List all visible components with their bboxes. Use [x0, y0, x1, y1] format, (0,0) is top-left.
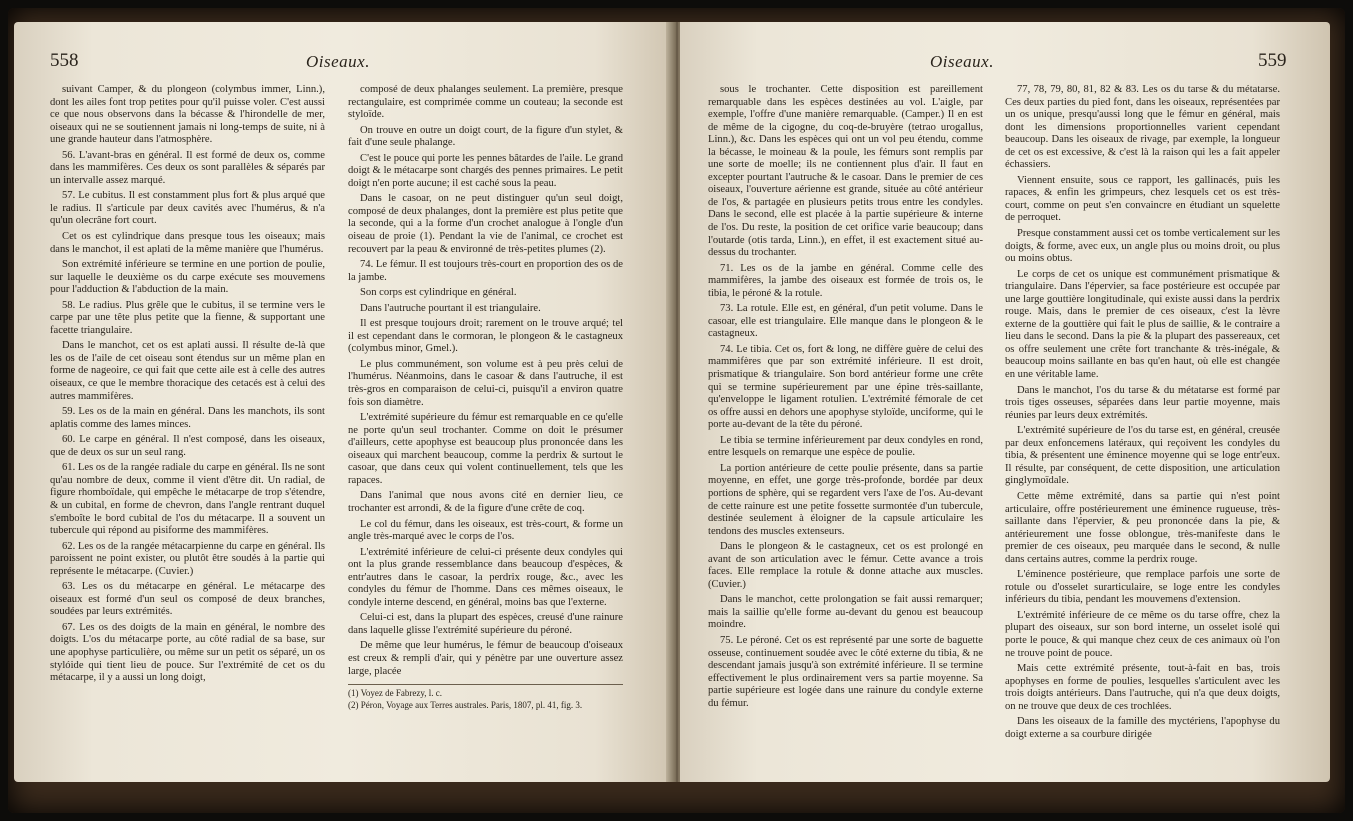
right-page — [680, 22, 1330, 782]
paragraph: Cette même extrémité, dans sa partie qui n'est point articulaire, offre postérieurement une éminence rugueuse, très-saillante dans l'épervier, & peu prononcée dans la pie, & antérieurement une fosse oblongue, très-manifeste dans le premier de ces oiseaux, peu marquée dans le second, & nulle dans certains autres, comme la perdrix rouge. — [1005, 490, 1280, 565]
paragraph: 60. Le carpe en général. Il n'est composé, dans les oiseaux, que de deux os sur un seul rang. — [50, 434, 325, 458]
paragraph: Presque constamment aussi cet os tombe verticalement sur les doigts, & forme, avec eux, un angle plus ou moins droit, ou plus ou moins obtus. — [1005, 228, 1281, 265]
paragraph: On trouve en outre un doigt court, de la figure d'un stylet, & fait d'une seule phalange. — [348, 124, 623, 149]
paragraph: 67. Les os des doigts de la main en général, le nombre des doigts. L'os du métacarpe porte, au côté radial de sa base, sur une apophyse particulière, ou même sur un petit os séparé, un os stylóide qui tient lieu de pouce. Sur l'extrémité de cet os du métacarpe, il y a aussi un long doigt, — [50, 621, 325, 684]
paragraph: Dans le manchot, cet os est aplati aussi. Il résulte de-là que les os de l'aile de cet oiseau sont étendus sur un même plan en forme de nageoire, ce qui fait que cette aile est à celle des autres oiseaux, ce que le membre thoracique des cetacés est à celui des autres mammifères. — [50, 340, 325, 402]
paragraph: Son corps est cylindrique en général. — [360, 287, 517, 299]
paragraph: Cet os est cylindrique dans presque tous les oiseaux; mais dans le manchot, il est aplati de la même manière que l'humérus. — [50, 231, 325, 255]
paragraph: 77, 78, 79, 80, 81, 82 & 83. Les os du tarse & du métatarse. Ces deux parties du pied font, dans les oiseaux, représentées par un os unique, presqu'aussi long que le fémur en général, mais dont les dimensions proportionnelles varient cependant beaucoup. Dans les oiseaux de rivage, par exemple, la longueur de cet os est excessive, & c'est là la raison qui les a fait appeler échassiers. — [1005, 84, 1280, 171]
paragraph: sous le trochanter. Cette disposition est pareillement remarquable dans les espèces destinées au vol. L'aigle, par exemple, l'offre d'une manière remarquable. (Camper.) Il en est de même de la cigogne, du coq-de-bruyère (tetrao urogallus, Linn.), &c. Dans les espèces qui ont un vol peu étendu, comme la bécasse, le moineau & la poule, les fémurs sont remplis par une sorte de moelle; ils ne contiennent plus d'air. Il faut en excepter pourtant l'autruche & le casoar. Dans le premier de ces oiseaux, l'ouverture aérienne est grande, située au côté antérieur de l'os, & partagée en plusieurs petits trous entre les condyles. Dans le second, elle est placée à la partie supérieure & interne de l'os. Du reste, la position de cet orifice varie beaucoup; dans l'outarde (otis tarda, Linn.), en effet, il est exactement situé au-dessus du trochanter. — [708, 84, 983, 259]
paragraph: Viennent ensuite, sous ce rapport, les gallinacés, puis les rapaces, & enfin les grimpeurs, chez lesquels cet os est très-court, comme on peut s'en convaincre en étudiant un squelette de perroquet. — [1005, 174, 1280, 224]
paragraph: 57. Le cubitus. Il est constamment plus fort & plus arqué que le radius. Il s'articule par deux cavités avec l'humérus, & n'a qu'un olecrâne fort court. — [50, 190, 325, 227]
left-column-1 — [50, 84, 325, 688]
paragraph: Dans l'animal que nous avons cité en dernier lieu, ce trochanter est arrondi, & de la figure d'une crête de coq. — [348, 490, 623, 514]
footnotes — [348, 684, 623, 711]
paragraph: La portion antérieure de cette poulie présente, dans sa partie moyenne, en effet, une gorge très-profonde, bordée par deux portions de sphère, qui se regardent vers l'axe de l'os. Au-devant de cette rainure est une petite fossette surmontée d'un tubercule, destinée seulement à éloigner de la capsule articulaire les tendons des muscles extenseurs. — [708, 462, 983, 537]
paragraph: Son extrémité inférieure se termine en une portion de poulie, sur laquelle le deuxième os du carpe exécute ses mouvemens pour l'adduction & l'abduction de la main. — [50, 259, 325, 296]
paragraph: composé de deux phalanges seulement. La première, presque rectangulaire, est comprimée comme un couteau; la seconde est styloïde. — [348, 84, 623, 121]
paragraph: 56. L'avant-bras en général. Il est formé de deux os, comme dans les mammifères. Ces deux os sont parallèles & séparés par un intervalle assez marqué. — [50, 149, 325, 186]
left-column-2 — [348, 84, 623, 712]
paragraph: 61. Les os de la rangée radiale du carpe en général. Ils ne sont qu'au nombre de deux, comme il vient d'être dit. Un radial, de figure rhomboïdale, qui empêche le métacarpe de trop s'étendre, & un cubital, en forme de chevron, dans l'angle rentrant duquel s'emboîte le bord cubital de l'os du métacarpe. Il a souvent un tubercule qui répond au pisiforme des mammifères. — [50, 462, 325, 537]
paragraph: L'extrémité inférieure de ce même os du tarse offre, chez la plupart des oiseaux, sur son bord interne, un osselet isolé qui porte le pouce, & qui manque chez ceux de ces animaux où l'on ne trouve point de pouce. — [1005, 609, 1280, 659]
paragraph: L'extrémité supérieure de l'os du tarse est, en général, creusée par deux enfoncemens latéraux, qui reçoivent les condyles du tibia, & présentent une éminence moyenne qui se loge entr'eux. Il résulte, par conséquent, de cette disposition, une articulation ginglymoïdale. — [1005, 425, 1280, 487]
running-head-left: Oiseaux. — [306, 52, 370, 71]
paragraph: 71. Les os de la jambe en général. Comme celle des mammifères, la jambe des oiseaux est formée de trois os, le tibia, le péroné & la rotule. — [708, 262, 983, 299]
paragraph: Dans les oiseaux de la famille des myctériens, l'apophyse du doigt externe a sa courbure dirigée — [1005, 716, 1280, 740]
paragraph: L'extrémité supérieure du fémur est remarquable en ce qu'elle ne porte qu'un seul trochanter. Comme on doit le présumer d'ailleurs, cette apophyse est beaucoup plus prononcée dans les oiseaux qui marchent beaucoup, comme la perdrix & surtout le casoar, que dans ceux qui volent continuellement, tels que les rapaces. — [348, 412, 623, 486]
paragraph: Dans le manchot, l'os du tarse & du métatarse est formé par trois tiges osseuses, séparées dans leur partie moyenne, mais réunies par leurs deux extrémités. — [1005, 384, 1280, 421]
paragraph: Celui-ci est, dans la plupart des espèces, creusé d'une rainure dans laquelle glisse l'extrémité supérieure du péroné. — [348, 612, 623, 636]
left-page — [14, 22, 674, 782]
paragraph: suivant Camper, & du plongeon (colymbus immer, Linn.), dont les ailes font trop petites pour qu'il puisse voler. C'est aussi ce que nous observons dans la bécasse & l'hirondelle de mer, oiseaux qui ne se soutiennent jamais ni long-temps de suite, ni à une grande hauteur dans l'atmosphère. — [50, 84, 325, 146]
paragraph: 62. Les os de la rangée métacarpienne du carpe en général. Ils paroissent ne point exister, ou plutôt être soudés à la partie qui représente le métacarpe. (Cuvier.) — [50, 540, 325, 577]
paragraph: Dans l'autruche pourtant il est triangulaire. — [360, 302, 541, 314]
paragraph: 63. Les os du métacarpe en général. Le métacarpe des oiseaux est formé d'un seul os composé de deux branches, soudées par leurs extrémités. — [50, 581, 325, 618]
paragraph: Dans le casoar, on ne peut distinguer qu'un seul doigt, composé de deux phalanges, dont la première est plus petite que la seconde, qui a la forme d'un crochet analogue à l'ongle d'un oiseau de proie (1). Pendant la vie de l'animal, ce crochet est recouvert par la peau & environné de très-petites plumes (2). — [348, 193, 623, 255]
right-column-2 — [1005, 84, 1280, 744]
paragraph: 58. Le radius. Plus grêle que le cubitus, il se termine vers le carpe par une tête plus petite que la fienne, & supportant une facette triangulaire. — [50, 299, 325, 336]
paragraph: Mais cette extrémité présente, tout-à-fait en bas, trois apophyses en forme de poulies, lesquelles s'articulent avec les trois doigts antérieurs. Dans l'autruche, qui n'a que deux doigts, on ne trouve que deux de ces trochlées. — [1005, 663, 1280, 712]
paragraph: Le col du fémur, dans les oiseaux, est très-court, & forme un angle très-marqué avec le corps de l'os. — [348, 518, 623, 543]
paragraph: Le tibia se termine inférieurement par deux condyles en rond, entre lesquels on remarque une espèce de poulie. — [708, 434, 983, 459]
paragraph: 73. La rotule. Elle est, en général, d'un petit volume. Dans le casoar, elle est triangulaire. Elle manque dans le plongeon & le castagneux. — [708, 303, 983, 340]
paragraph: C'est le pouce qui porte les pennes bâtardes de l'aile. Le grand doigt & le métacarpe sont chargés des pennes primaires. Le petit doigt n'en porte aucune; il est caché sous la peau. — [348, 152, 623, 189]
paragraph: L'éminence postérieure, que remplace parfois une sorte de rotule ou d'osselet surarticulaire, se loge entre les condyles inférieurs du tibia, pendant les mouvemens d'extension. — [1005, 569, 1280, 606]
right-column-1 — [708, 84, 983, 713]
paragraph: 59. Les os de la main en général. Dans les manchots, ils sont aplatis comme des lames minces. — [50, 406, 325, 430]
page-number-left: 558 — [50, 50, 79, 71]
paragraph: Dans le manchot, cette prolongation se fait aussi remarquer; mais la saillie qu'elle forme au-devant du genou est beaucoup moindre. — [708, 594, 983, 631]
running-head-right: Oiseaux. — [930, 52, 994, 71]
paragraph: 74. Le fémur. Il est toujours très-court en proportion des os de la jambe. — [348, 259, 623, 283]
paragraph: Le plus communément, son volume est à peu près celui de l'humérus. Néanmoins, dans le casoar & dans l'autruche, il est très-gros en comparaison de celui-ci, puisqu'il a environ quatre fois son diamètre. — [348, 358, 623, 408]
footnote: (1) Voyez de Fabrezy, l. c. — [348, 688, 443, 699]
paragraph: De même que leur humérus, le fémur de beaucoup d'oiseaux est creux & rempli d'air, qui y pénètre par une ouverture assez large, placée — [348, 640, 623, 677]
paragraph: Dans le plongeon & le castagneux, cet os est prolongé en avant de son articulation avec le fémur. Cette avance a trois faces. Elle remplace la rotule & donne attache aux muscles. (Cuvier.) — [708, 541, 983, 590]
paragraph: Il est presque toujours droit; rarement on le trouve arqué; tel il est cependant dans le cormoran, le plongeon & le castagneux (colymbus minor, Gmel.). — [348, 318, 623, 355]
paragraph: 74. Le tibia. Cet os, fort & long, ne diffère guère de celui des mammifères que par son extrémité inférieure. Il est droit, prismatique & triangulaire. Son bord antérieur forme une crête qui se termine supérieurement par une épine très-saillante, qu'enveloppe le ligament rotulien. L'extrémité fémorale de cet os offre aussi en dehors une apophyse styloïde, unciforme, qui le porte au-devant de la tête du péroné. — [708, 343, 983, 431]
paragraph: Le corps de cet os unique est communément prismatique & triangulaire. Dans l'épervier, sa face postérieure est occupée par une large gouttière longitudinale, qui existe aussi dans la perdrix rouge. Mais, dans le premier de ces oiseaux, c'est la lèvre externe de la gouttière qui fait le plus de saillie, & le contraire a lieu dans le second. Dans la pie & la plupart des passereaux, cet os offre seulement une crête fort tranchante & très-inégale, & beaucoup moins saillante en bas qu'en haut, où elle est changée en une véritable lame. — [1005, 268, 1280, 381]
footnote: (2) Péron, Voyage aux Terres australes. Paris, 1807, pl. 41, fig. 3. — [348, 700, 583, 711]
paragraph: L'extrémité inférieure de celui-ci présente deux condyles qui ont la plus grande ressemblance dans beaucoup d'espèces, & entr'autres dans le casoar, la perdrix rouge, &c., avec les condyles du fémur de l'homme. Dans ces mêmes oiseaux, le condyle interne descend, en général, moins bas que l'externe. — [348, 546, 623, 608]
paragraph: 75. Le péroné. Cet os est représenté par une sorte de baguette osseuse, continuement soudée avec le côté externe du tibia, & ne descendant jamais jusqu'à son extrémité inférieure. Il se termine effectivement le plus ordinairement vers sa partie moyenne. Sa partie supérieure est logée dans une rainure du condyle externe du fémur. — [708, 634, 983, 709]
page-number-right: 559 — [1258, 50, 1287, 71]
